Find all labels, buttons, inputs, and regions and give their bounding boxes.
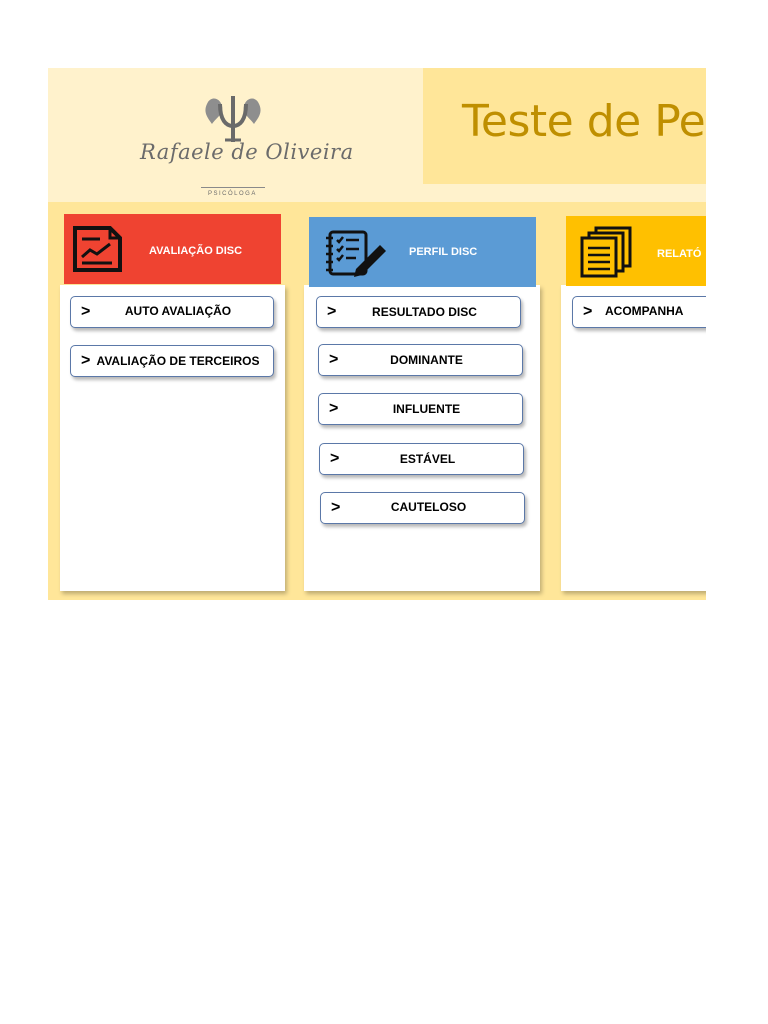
button-label: CAUTELOSO [390,500,467,514]
estavel-button[interactable] [319,443,524,475]
button-label: DOMINANTE [390,353,463,367]
auto-avaliacao-button[interactable] [70,296,274,328]
psi-symbol-icon [198,94,268,144]
chevron-right-icon: > [330,450,340,467]
card-relatorios-header[interactable] [566,216,706,286]
chevron-right-icon: > [331,499,341,516]
title-strip [423,184,706,202]
button-label: AUTO AVALIAÇÃO [124,304,232,318]
chart-report-icon [72,225,124,273]
button-label: ACOMPANHA [605,304,684,318]
logo-name: Rafaele de Oliveira [140,140,354,164]
card-perfil-disc-header[interactable] [309,217,536,287]
avaliacao-terceiros-button[interactable] [70,345,274,377]
cauteloso-button[interactable] [320,492,525,524]
logo-subtitle: PSICÓLOGA [208,191,257,197]
page-title: Teste de Pe [462,96,706,147]
button-label: INFLUENTE [392,402,461,416]
documents-stack-icon [580,226,636,278]
card-perfil-disc [304,285,540,591]
chevron-right-icon: > [583,303,593,320]
logo-area [48,68,423,202]
card-title: RELATÓ [657,248,702,260]
chevron-right-icon: > [329,400,339,417]
dashboard-sheet [48,68,706,600]
card-relatorios [561,285,706,591]
button-label: ESTÁVEL [399,452,456,466]
logo-divider [201,187,265,188]
acompanhamento-button[interactable] [572,296,706,328]
resultado-disc-button[interactable] [316,296,521,328]
chevron-right-icon: > [329,351,339,368]
card-title: PERFIL DISC [409,246,478,258]
checklist-pencil-icon [326,229,388,279]
button-label: RESULTADO DISC [372,305,477,319]
dominante-button[interactable] [318,344,523,376]
button-label: AVALIAÇÃO DE TERCEIROS [96,354,260,368]
chevron-right-icon: > [327,303,337,320]
card-avaliacao-disc [60,285,285,591]
chevron-right-icon: > [81,303,91,320]
chevron-right-icon: > [81,352,91,369]
card-avaliacao-disc-header[interactable] [64,214,281,284]
influente-button[interactable] [318,393,523,425]
card-title: AVALIAÇÃO DISC [149,245,243,257]
